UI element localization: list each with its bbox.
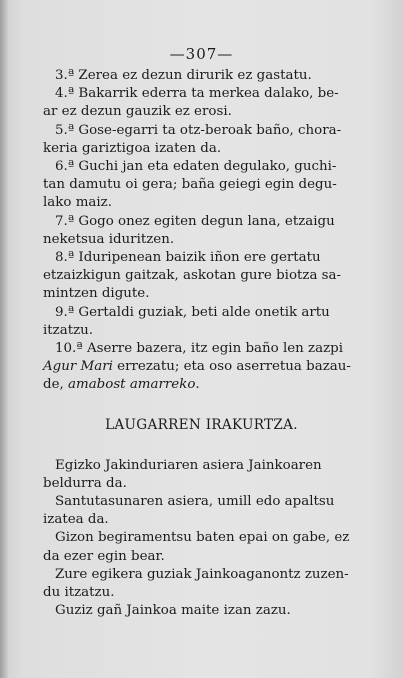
prayer-name: Agur Mari [43,359,113,375]
item-7 [43,213,360,231]
prayer-count: amabost amarreko [68,377,196,393]
item-marker: 5.ª [55,122,75,138]
item-10-continuation [43,358,360,376]
item-text: de, [43,377,69,393]
item-marker: 9.ª [55,304,75,320]
item-text: Zerea ez dezun dirurik ez gastatu. [78,68,312,83]
item-6-continuation: tan damutu oi gera; baña geiegi egin degu- [43,177,337,193]
item-text: Gogo onez egiten degun lana, etzaigu [78,213,335,229]
lesson-line: izatea da. [43,512,109,528]
item-text: Bakarrik ederra ta merkea dalako, be- [78,86,339,102]
item-marker: 3.ª [55,68,75,83]
item-text: . [195,377,200,393]
item-8-continuation: etzaizkigun gaitzak, askotan gure biotza sa- [43,268,342,284]
lesson-line: du itzatzu. [43,585,115,601]
item-9 [43,304,360,322]
lesson-line: beldurra da. [43,475,127,491]
item-5-continuation: keria gariztigoa izaten da. [43,140,222,156]
item-6 [43,158,360,176]
item-marker: 10.ª [55,341,83,357]
item-5 [43,122,360,140]
item-9-continuation: itzatzu. [43,322,94,338]
item-8 [43,249,360,267]
item-marker: 8.ª [55,250,75,266]
lesson-line: Guziz gañ Jainkoa maite izan zazu. [55,603,291,619]
item-text: Guchi jan eta edaten degulako, guchi- [78,159,337,175]
item-text: Iduripenean baizik iñon ere gertatu [78,250,321,266]
item-7-continuation: neketsua iduritzen. [43,231,175,247]
section-title: LAUGARREN IRAKURTZA. [105,416,298,433]
item-marker: 7.ª [55,213,75,229]
item-4-continuation: ar ez dezun gauzik ez erosi. [43,104,232,120]
item-text: Aserre bazera, itz egin baño len zazpi [86,341,343,357]
item-4 [43,85,360,103]
item-10 [43,340,360,358]
item-text: errezatu; eta oso aserretua bazau- [112,359,351,375]
item-text: Gertaldi guziak, beti alde onetik artu [78,304,330,320]
item-8-continuation: mintzen digute. [43,286,150,302]
item-3 [43,67,360,85]
lesson-line: Egizko Jakinduriaren asiera Jainkoaren [55,457,322,473]
item-6-continuation: lako maiz. [43,195,112,211]
item-10-continuation [43,376,360,394]
lesson-line: Santutasunaren asiera, umill edo apaltsu [55,494,335,510]
page-number: —307— [169,45,234,63]
lesson-line: Gizon begiramentsu baten epai on gabe, ez [55,530,350,546]
page-content [43,46,360,620]
item-marker: 6.ª [55,159,75,175]
item-text: Gose-egarri ta otz-beroak baño, chora- [78,122,342,138]
lesson-line: Zure egikera guziak Jainkoaganontz zuzen- [55,566,349,582]
lesson-line: da ezer egin bear. [43,548,165,564]
item-marker: 4.ª [55,86,75,102]
page-gutter-shadow [0,0,8,678]
